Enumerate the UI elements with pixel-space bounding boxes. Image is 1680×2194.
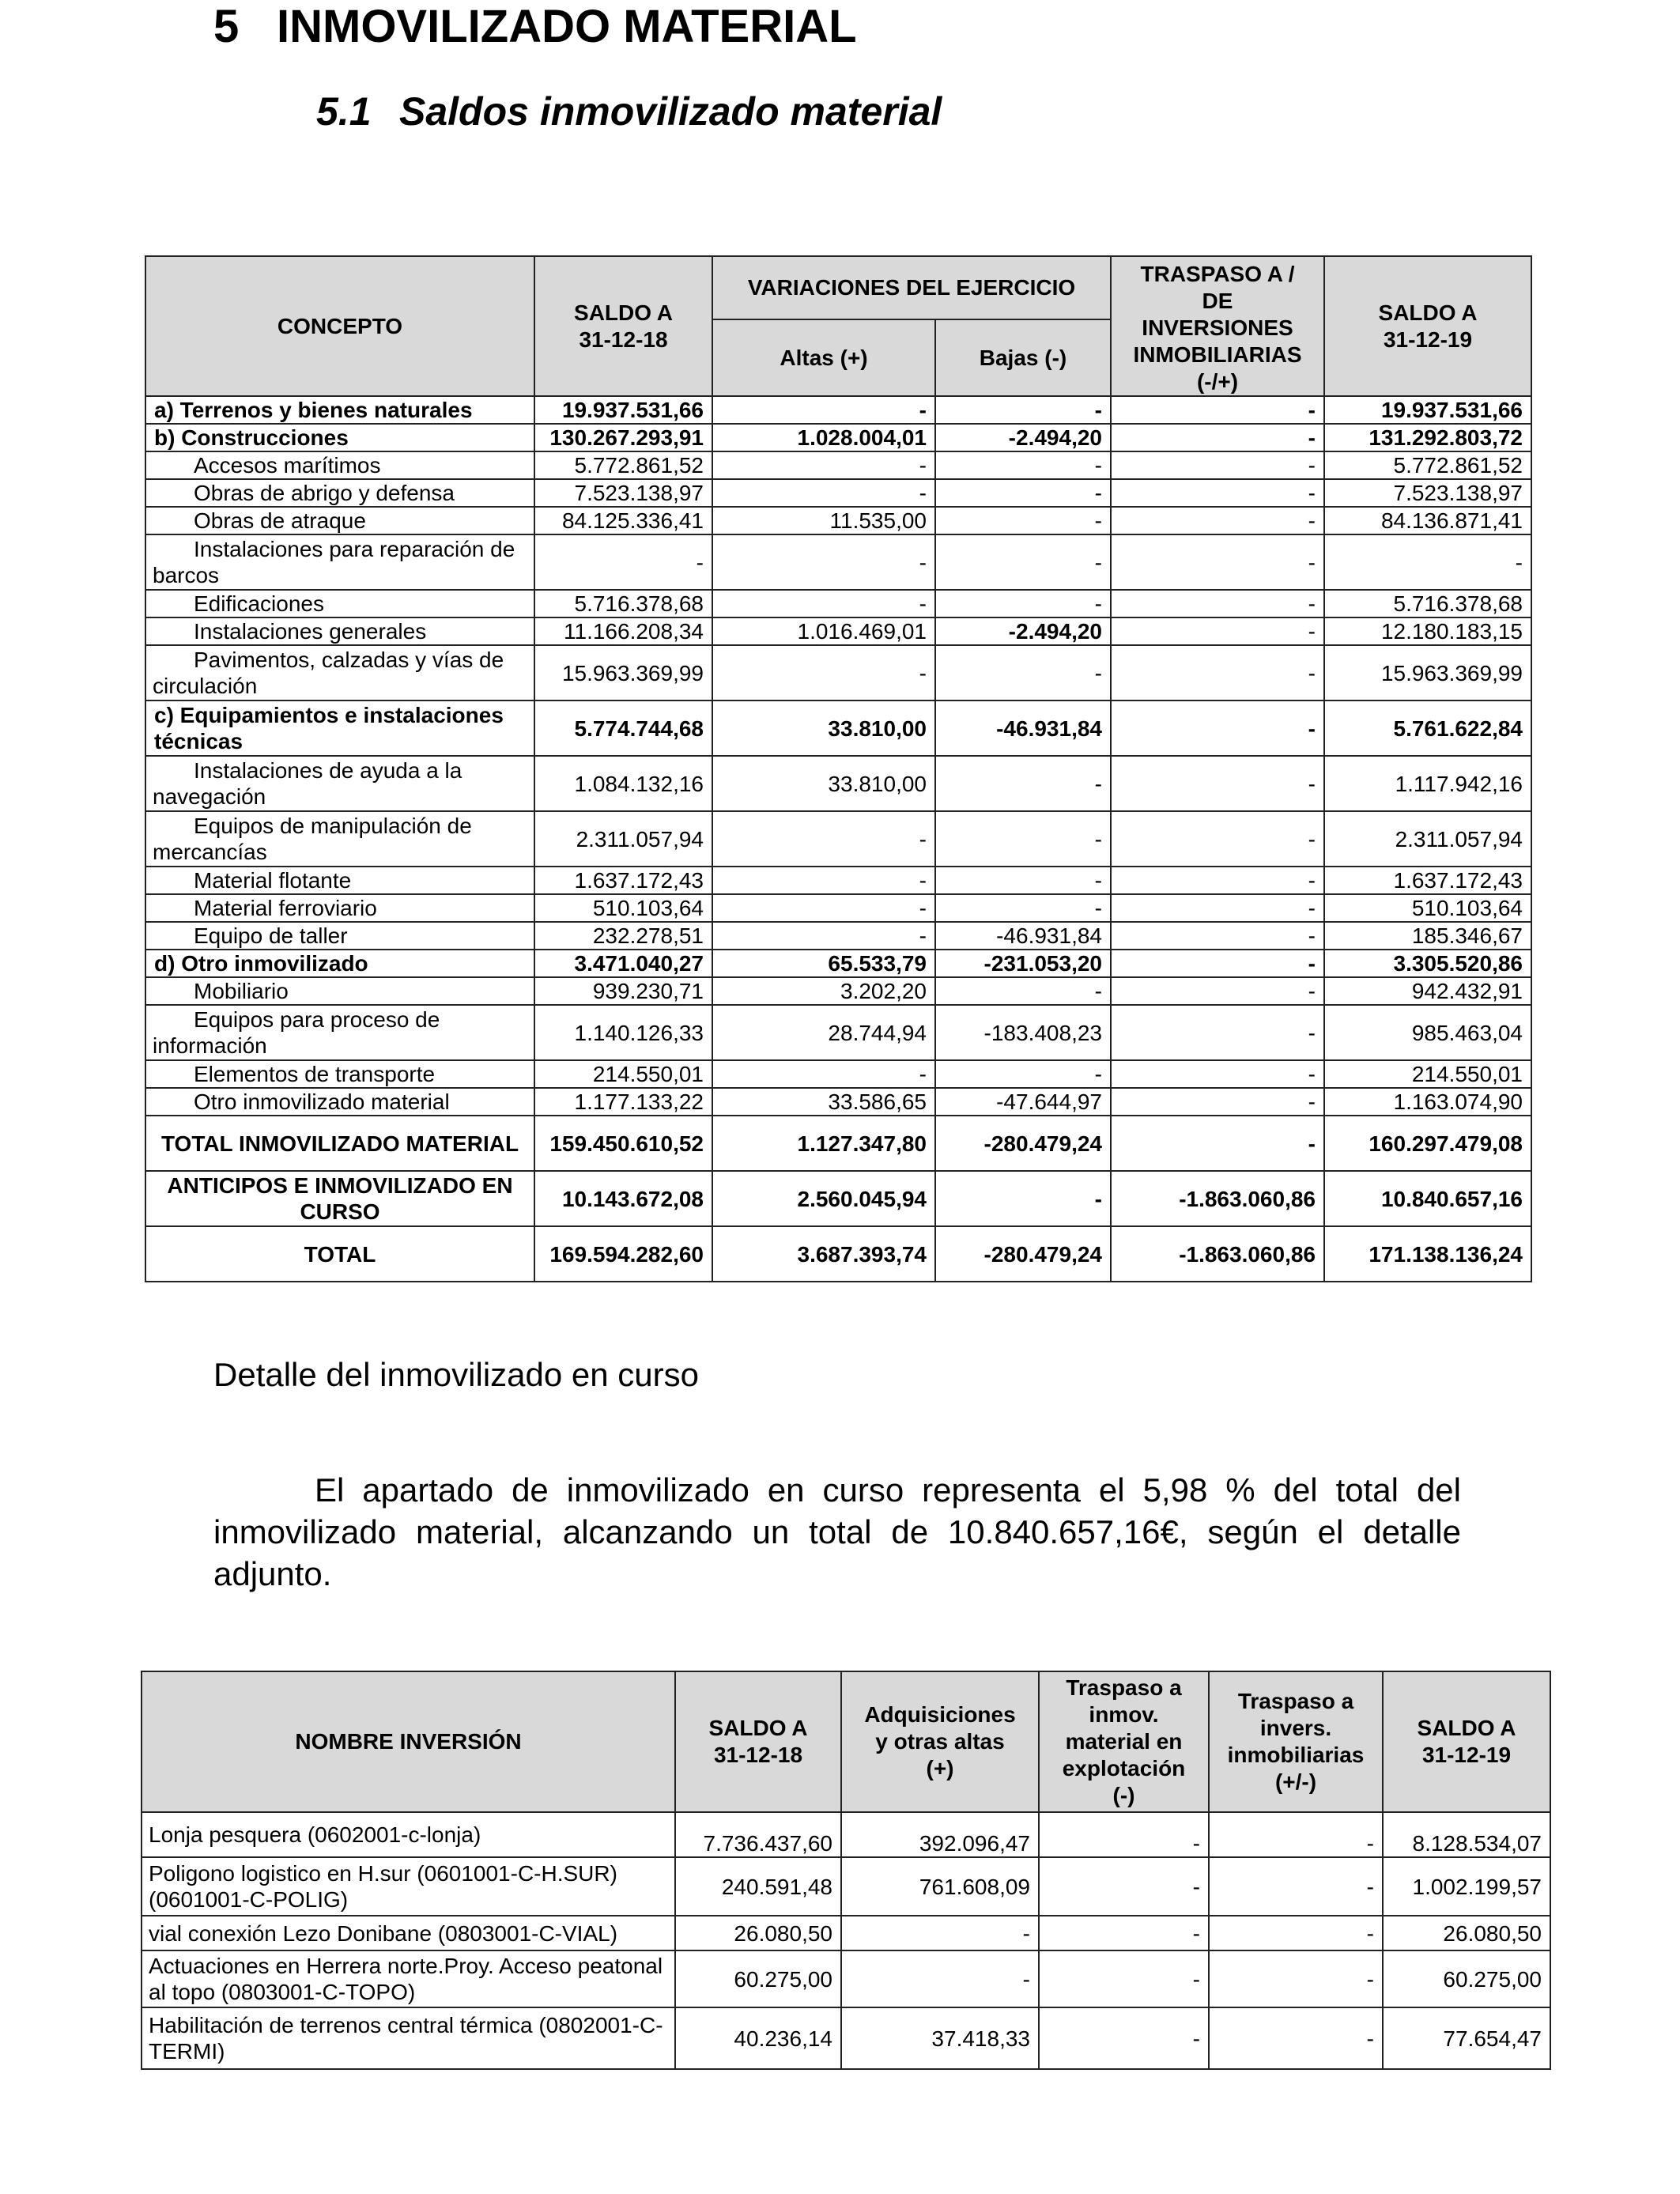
value-cell-adq: -	[841, 1950, 1039, 2007]
value-cell-traspaso: -	[1111, 977, 1324, 1005]
value-cell-saldo18: 26.080,50	[675, 1916, 841, 1950]
value-cell-altas: -	[712, 590, 935, 617]
value-cell-traspaso: -	[1111, 534, 1324, 590]
value-cell-altas: 33.810,00	[712, 756, 935, 811]
value-cell-trasp_inv: -	[1209, 1950, 1383, 2007]
value-cell-saldo19: 160.297.479,08	[1324, 1116, 1531, 1171]
value-cell-altas: -	[712, 867, 935, 894]
value-cell-bajas: -	[935, 507, 1111, 534]
value-cell-altas: 65.533,79	[712, 950, 935, 977]
table-row	[145, 1116, 1531, 1171]
investment-name-cell: Actuaciones en Herrera norte.Proy. Acceso peatonal al topo (0803001-C-TOPO)	[142, 1950, 675, 2007]
concept-cell: ANTICIPOS E INMOVILIZADO EN CURSO	[145, 1171, 534, 1226]
value-cell-adq: -	[841, 1916, 1039, 1950]
concept-cell: a) Terrenos y bienes naturales	[145, 396, 534, 424]
value-cell-traspaso: -	[1111, 950, 1324, 977]
value-cell-traspaso: -	[1111, 1116, 1324, 1171]
table-row	[145, 424, 1531, 451]
value-cell-trasp_inv: -	[1209, 1857, 1383, 1916]
value-cell-bajas: -183.408,23	[935, 1005, 1111, 1060]
value-cell-altas: 33.810,00	[712, 700, 935, 756]
concept-cell: Elementos de transporte	[145, 1060, 534, 1088]
value-cell-saldo18: 10.143.672,08	[534, 1171, 712, 1226]
value-cell-saldo19: 510.103,64	[1324, 894, 1531, 922]
value-cell-altas: -	[712, 645, 935, 700]
value-cell-saldo18: 939.230,71	[534, 977, 712, 1005]
value-cell-trasp_expl: -	[1039, 1950, 1209, 2007]
header-saldo-19: SALDO A 31-12-19	[1383, 1671, 1550, 1812]
value-cell-saldo18: 3.471.040,27	[534, 950, 712, 977]
balances-table	[145, 255, 1532, 1282]
table-row	[142, 1950, 1550, 2007]
value-cell-saldo18: 232.278,51	[534, 922, 712, 950]
header-traspaso-inversiones: Traspaso a invers. inmobiliarias (+/-)	[1209, 1671, 1383, 1812]
investment-name-cell: Poligono logistico en H.sur (0601001-C-H.SUR) (0601001-C-POLIG)	[142, 1857, 675, 1916]
value-cell-traspaso: -	[1111, 451, 1324, 479]
concept-cell: Material ferroviario	[145, 894, 534, 922]
value-cell-saldo19: 2.311.057,94	[1324, 811, 1531, 867]
table-row	[145, 534, 1531, 590]
header-altas: Altas (+)	[712, 319, 935, 396]
value-cell-saldo19: 1.163.074,90	[1324, 1088, 1531, 1116]
header-saldo-19: SALDO A 31-12-19	[1324, 256, 1531, 396]
value-cell-saldo19: 26.080,50	[1383, 1916, 1550, 1950]
concept-cell: TOTAL INMOVILIZADO MATERIAL	[145, 1116, 534, 1171]
value-cell-saldo18: 11.166.208,34	[534, 617, 712, 645]
value-cell-saldo18: 2.311.057,94	[534, 811, 712, 867]
value-cell-traspaso: -	[1111, 700, 1324, 756]
concept-cell: Material flotante	[145, 867, 534, 894]
value-cell-bajas: -	[935, 534, 1111, 590]
value-cell-saldo18: 130.267.293,91	[534, 424, 712, 451]
concept-cell: b) Construcciones	[145, 424, 534, 451]
value-cell-saldo18: 19.937.531,66	[534, 396, 712, 424]
value-cell-saldo18: 40.236,14	[675, 2007, 841, 2069]
value-cell-traspaso: -	[1111, 894, 1324, 922]
concept-cell: Equipos de manipulación de mercancías	[145, 811, 534, 867]
value-cell-trasp_expl: -	[1039, 2007, 1209, 2069]
value-cell-saldo19: 942.432,91	[1324, 977, 1531, 1005]
value-cell-saldo19: 1.117.942,16	[1324, 756, 1531, 811]
concept-cell: Pavimentos, calzadas y vías de circulación	[145, 645, 534, 700]
value-cell-saldo19: 985.463,04	[1324, 1005, 1531, 1060]
concept-cell: Instalaciones generales	[145, 617, 534, 645]
value-cell-altas: 11.535,00	[712, 507, 935, 534]
value-cell-saldo19: 131.292.803,72	[1324, 424, 1531, 451]
value-cell-trasp_inv: -	[1209, 1916, 1383, 1950]
value-cell-saldo18: 214.550,01	[534, 1060, 712, 1088]
concept-cell: TOTAL	[145, 1226, 534, 1282]
concept-cell: Instalaciones de ayuda a la navegación	[145, 756, 534, 811]
table-row	[145, 617, 1531, 645]
table-row	[145, 1171, 1531, 1226]
concept-cell: Edificaciones	[145, 590, 534, 617]
value-cell-altas: 3.687.393,74	[712, 1226, 935, 1282]
header-saldo-18: SALDO A 31-12-18	[675, 1671, 841, 1812]
value-cell-altas: -	[712, 894, 935, 922]
value-cell-altas: 1.016.469,01	[712, 617, 935, 645]
concept-cell: Obras de abrigo y defensa	[145, 479, 534, 507]
value-cell-saldo19: 1.637.172,43	[1324, 867, 1531, 894]
value-cell-saldo19: 185.346,67	[1324, 922, 1531, 950]
value-cell-traspaso: -	[1111, 922, 1324, 950]
value-cell-bajas: -	[935, 811, 1111, 867]
value-cell-altas: -	[712, 451, 935, 479]
table-row	[145, 867, 1531, 894]
value-cell-saldo18: 240.591,48	[675, 1857, 841, 1916]
value-cell-saldo19: 5.772.861,52	[1324, 451, 1531, 479]
concept-cell: Instalaciones para reparación de barcos	[145, 534, 534, 590]
concept-cell: Otro inmovilizado material	[145, 1088, 534, 1116]
table-row	[145, 479, 1531, 507]
value-cell-bajas: -46.931,84	[935, 700, 1111, 756]
value-cell-bajas: -2.494,20	[935, 617, 1111, 645]
table-row	[145, 1005, 1531, 1060]
table-row	[145, 396, 1531, 424]
value-cell-altas: -	[712, 479, 935, 507]
header-variaciones: VARIACIONES DEL EJERCICIO	[712, 256, 1111, 319]
value-cell-altas: -	[712, 534, 935, 590]
investment-name-cell: Habilitación de terrenos central térmica (0802001-C-TERMI)	[142, 2007, 675, 2069]
value-cell-saldo18: 1.084.132,16	[534, 756, 712, 811]
section-title: INMOVILIZADO MATERIAL	[277, 1, 857, 52]
table-row	[145, 590, 1531, 617]
value-cell-bajas: -280.479,24	[935, 1116, 1111, 1171]
value-cell-altas: 3.202,20	[712, 977, 935, 1005]
value-cell-saldo19: 84.136.871,41	[1324, 507, 1531, 534]
value-cell-traspaso: -	[1111, 645, 1324, 700]
header-nombre: NOMBRE INVERSIÓN	[142, 1671, 675, 1812]
value-cell-saldo19: 1.002.199,57	[1383, 1857, 1550, 1916]
header-concepto: CONCEPTO	[145, 256, 534, 396]
header-bajas: Bajas (-)	[935, 319, 1111, 396]
value-cell-bajas: -47.644,97	[935, 1088, 1111, 1116]
value-cell-saldo19: 214.550,01	[1324, 1060, 1531, 1088]
investment-name-cell: Lonja pesquera (0602001-c-lonja)	[142, 1812, 675, 1857]
value-cell-traspaso: -	[1111, 424, 1324, 451]
value-cell-adq: 761.608,09	[841, 1857, 1039, 1916]
value-cell-saldo19: 3.305.520,86	[1324, 950, 1531, 977]
section-number: 5	[213, 1, 240, 52]
value-cell-saldo19: 171.138.136,24	[1324, 1226, 1531, 1282]
detail-heading: Detalle del inmovilizado en curso	[213, 1356, 699, 1393]
value-cell-bajas: -	[935, 894, 1111, 922]
value-cell-saldo19: 12.180.183,15	[1324, 617, 1531, 645]
value-cell-traspaso: -	[1111, 811, 1324, 867]
value-cell-adq: 392.096,47	[841, 1812, 1039, 1857]
value-cell-saldo19: 7.523.138,97	[1324, 479, 1531, 507]
value-cell-saldo18: 5.716.378,68	[534, 590, 712, 617]
value-cell-bajas: -	[935, 867, 1111, 894]
value-cell-traspaso: -	[1111, 1088, 1324, 1116]
value-cell-bajas: -280.479,24	[935, 1226, 1111, 1282]
value-cell-traspaso: -1.863.060,86	[1111, 1171, 1324, 1226]
table-row	[145, 811, 1531, 867]
body-paragraph: El apartado de inmovilizado en curso representa el 5,98 % del total del inmovilizado material, alcanzando un total de 10.840.657,16€, según el detalle adjunto.	[213, 1471, 1461, 1592]
value-cell-trasp_inv: -	[1209, 2007, 1383, 2069]
header-traspaso: TRASPASO A / DE INVERSIONES INMOBILIARIAS (-/+)	[1111, 256, 1324, 396]
value-cell-trasp_expl: -	[1039, 1812, 1209, 1857]
value-cell-bajas: -	[935, 756, 1111, 811]
table-row	[145, 1226, 1531, 1282]
value-cell-saldo18: 7.736.437,60	[675, 1812, 841, 1857]
value-cell-traspaso: -	[1111, 507, 1324, 534]
table-row	[142, 2007, 1550, 2069]
value-cell-traspaso: -1.863.060,86	[1111, 1226, 1324, 1282]
subsection-number: 5.1	[316, 89, 372, 134]
table-row	[145, 977, 1531, 1005]
value-cell-saldo18: 169.594.282,60	[534, 1226, 712, 1282]
investment-name-cell: vial conexión Lezo Donibane (0803001-C-VIAL)	[142, 1916, 675, 1950]
header-saldo-18: SALDO A 31-12-18	[534, 256, 712, 396]
value-cell-traspaso: -	[1111, 1060, 1324, 1088]
table-row	[145, 950, 1531, 977]
table-row	[142, 1857, 1550, 1916]
table-row	[145, 1088, 1531, 1116]
concept-cell: Equipos para proceso de información	[145, 1005, 534, 1060]
value-cell-bajas: -	[935, 1171, 1111, 1226]
table-row	[145, 1060, 1531, 1088]
value-cell-bajas: -2.494,20	[935, 424, 1111, 451]
value-cell-saldo19: -	[1324, 534, 1531, 590]
table-row	[145, 451, 1531, 479]
value-cell-bajas: -46.931,84	[935, 922, 1111, 950]
concept-cell: Accesos marítimos	[145, 451, 534, 479]
header-traspaso-explotacion: Traspaso a inmov. material en explotación (-)	[1039, 1671, 1209, 1812]
value-cell-saldo18: 15.963.369,99	[534, 645, 712, 700]
value-cell-bajas: -	[935, 479, 1111, 507]
value-cell-saldo19: 5.716.378,68	[1324, 590, 1531, 617]
value-cell-bajas: -	[935, 396, 1111, 424]
table-row	[145, 894, 1531, 922]
value-cell-saldo18: 1.140.126,33	[534, 1005, 712, 1060]
value-cell-traspaso: -	[1111, 590, 1324, 617]
value-cell-traspaso: -	[1111, 1005, 1324, 1060]
value-cell-saldo19: 15.963.369,99	[1324, 645, 1531, 700]
value-cell-adq: 37.418,33	[841, 2007, 1039, 2069]
table-row	[142, 1916, 1550, 1950]
table-row	[142, 1812, 1550, 1857]
table-row	[145, 700, 1531, 756]
value-cell-saldo19: 77.654,47	[1383, 2007, 1550, 2069]
value-cell-altas: 2.560.045,94	[712, 1171, 935, 1226]
value-cell-trasp_inv: -	[1209, 1812, 1383, 1857]
value-cell-altas: 1.028.004,01	[712, 424, 935, 451]
value-cell-saldo18: 1.637.172,43	[534, 867, 712, 894]
value-cell-bajas: -	[935, 977, 1111, 1005]
concept-cell: Equipo de taller	[145, 922, 534, 950]
subsection-heading	[316, 89, 942, 134]
value-cell-altas: -	[712, 811, 935, 867]
subsection-title: Saldos inmovilizado material	[399, 89, 942, 134]
value-cell-saldo19: 8.128.534,07	[1383, 1812, 1550, 1857]
value-cell-bajas: -	[935, 645, 1111, 700]
value-cell-altas: -	[712, 396, 935, 424]
value-cell-saldo18: 5.772.861,52	[534, 451, 712, 479]
concept-cell: Obras de atraque	[145, 507, 534, 534]
table-row	[145, 507, 1531, 534]
value-cell-saldo19: 5.761.622,84	[1324, 700, 1531, 756]
value-cell-saldo18: 84.125.336,41	[534, 507, 712, 534]
value-cell-trasp_expl: -	[1039, 1916, 1209, 1950]
value-cell-altas: -	[712, 922, 935, 950]
value-cell-bajas: -231.053,20	[935, 950, 1111, 977]
value-cell-saldo18: 7.523.138,97	[534, 479, 712, 507]
header-adquisiciones: Adquisiciones y otras altas (+)	[841, 1671, 1039, 1812]
value-cell-bajas: -	[935, 590, 1111, 617]
value-cell-altas: -	[712, 1060, 935, 1088]
value-cell-altas: 1.127.347,80	[712, 1116, 935, 1171]
value-cell-saldo19: 19.937.531,66	[1324, 396, 1531, 424]
concept-cell: Mobiliario	[145, 977, 534, 1005]
value-cell-bajas: -	[935, 1060, 1111, 1088]
value-cell-traspaso: -	[1111, 396, 1324, 424]
value-cell-traspaso: -	[1111, 756, 1324, 811]
table-row	[145, 756, 1531, 811]
value-cell-saldo18: 159.450.610,52	[534, 1116, 712, 1171]
table-row	[145, 645, 1531, 700]
table-row	[145, 922, 1531, 950]
value-cell-traspaso: -	[1111, 867, 1324, 894]
in-progress-detail-table	[141, 1671, 1551, 2070]
value-cell-altas: 33.586,65	[712, 1088, 935, 1116]
value-cell-saldo18: 60.275,00	[675, 1950, 841, 2007]
value-cell-saldo19: 60.275,00	[1383, 1950, 1550, 2007]
value-cell-saldo18: -	[534, 534, 712, 590]
value-cell-traspaso: -	[1111, 617, 1324, 645]
value-cell-saldo18: 510.103,64	[534, 894, 712, 922]
value-cell-bajas: -	[935, 451, 1111, 479]
value-cell-traspaso: -	[1111, 479, 1324, 507]
concept-cell: c) Equipamientos e instalaciones técnicas	[145, 700, 534, 756]
value-cell-saldo19: 10.840.657,16	[1324, 1171, 1531, 1226]
section-heading	[213, 0, 857, 53]
value-cell-altas: 28.744,94	[712, 1005, 935, 1060]
value-cell-trasp_expl: -	[1039, 1857, 1209, 1916]
concept-cell: d) Otro inmovilizado	[145, 950, 534, 977]
value-cell-saldo18: 1.177.133,22	[534, 1088, 712, 1116]
value-cell-saldo18: 5.774.744,68	[534, 700, 712, 756]
